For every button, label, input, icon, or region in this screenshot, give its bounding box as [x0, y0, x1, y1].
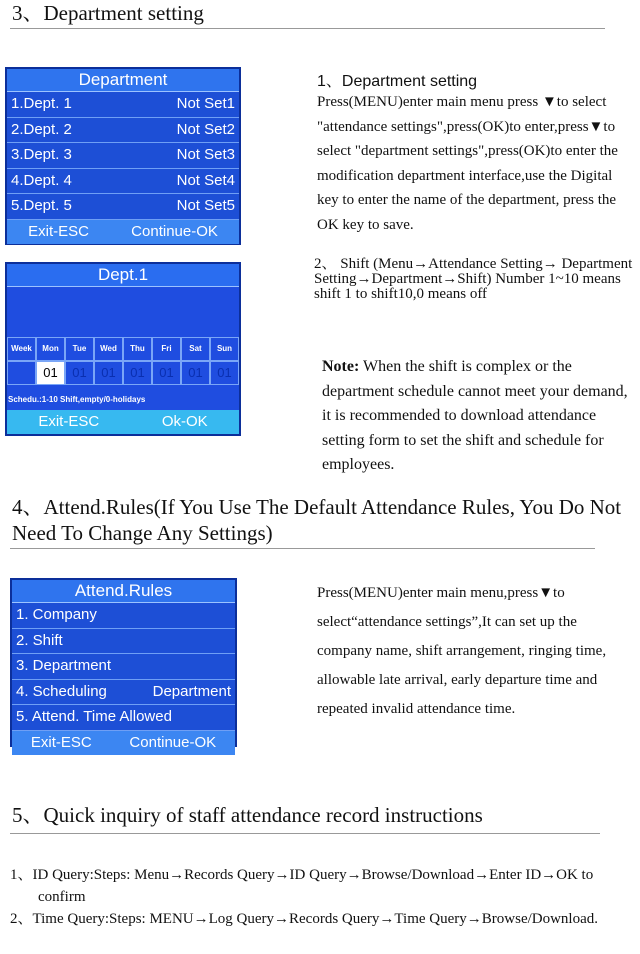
- day-header: Thu: [123, 337, 152, 361]
- list-item: 2、Time Query:Steps: MENU→Log Query→Records Query→Time Query→Browse/Download.: [10, 911, 599, 927]
- attend-rules-panel: [10, 578, 237, 751]
- shift-cell[interactable]: 01: [210, 361, 239, 385]
- ok-label: Ok-OK: [161, 413, 208, 430]
- menu-row[interactable]: [12, 603, 235, 629]
- day-header: Tue: [65, 337, 94, 361]
- divider: [10, 548, 595, 549]
- menu-row[interactable]: [7, 92, 239, 118]
- shift-cell[interactable]: 01: [65, 361, 94, 385]
- panel-title: Department: [7, 69, 239, 92]
- shift-cell[interactable]: 01: [152, 361, 181, 385]
- row-label: 4. Scheduling: [16, 682, 107, 700]
- dept-setting-heading: 1、Department setting: [317, 73, 478, 90]
- dept1-panel: [5, 262, 241, 436]
- menu-row[interactable]: [12, 654, 235, 680]
- row-value: Not Set4: [176, 171, 235, 189]
- day-header: Fri: [152, 337, 181, 361]
- day-header: Sun: [210, 337, 239, 361]
- panel-title: Dept.1: [7, 264, 239, 287]
- menu-row[interactable]: [12, 680, 235, 706]
- menu-row[interactable]: [12, 629, 235, 655]
- shift-cell[interactable]: 01: [94, 361, 123, 385]
- attend-rules-text: Press(MENU)enter main menu,press▼to select“attendance settings”,It can set up the company name, shift arrangement, ringing time, allowable late arrival, early departure time and repeated invalid attendance time.: [317, 585, 607, 717]
- menu-row[interactable]: [7, 143, 239, 169]
- divider: [10, 28, 605, 29]
- row-value: Not Set5: [176, 197, 235, 214]
- shift-text: 2、 Shift (Menu→Attendance Setting→ Department Setting→Department→Shift) Number 1~10 means shift 1 to shift10,0 means off: [314, 256, 633, 302]
- section-3-title: 3、Department setting: [12, 1, 204, 25]
- day-header: Sat: [181, 337, 210, 361]
- row-value: Not Set3: [176, 146, 235, 163]
- section-5-title: 5、Quick inquiry of staff attendance record instructions: [12, 803, 483, 827]
- shift-cell[interactable]: 01: [181, 361, 210, 385]
- day-header: Wed: [94, 337, 123, 361]
- exit-esc-label: Exit-ESC: [38, 413, 100, 430]
- day-header: Mon: [36, 337, 65, 361]
- row-value: Department: [152, 682, 231, 700]
- row-label: 3. Department: [16, 657, 112, 674]
- dept-setting-body: Press(MENU)enter main menu press ▼to select "attendance settings",press(OK)to enter,press▼to select "department settings",press(OK)to enter the modification department interface,use the Digital key to enter the name of the department, press the OK key to save.: [317, 94, 618, 233]
- exit-esc-label: Exit-ESC: [28, 222, 89, 240]
- query-list: [10, 864, 630, 930]
- schedule-hint: Schedu.:1-10 Shift,empty/0-holidays: [8, 395, 146, 404]
- menu-row[interactable]: [7, 169, 239, 195]
- menu-row[interactable]: [7, 194, 239, 220]
- menu-row[interactable]: [7, 118, 239, 144]
- exit-esc-label: Exit-ESC: [30, 733, 92, 751]
- row-label: 3.Dept. 3: [11, 146, 72, 163]
- panel-title: Attend.Rules: [12, 580, 235, 603]
- week-blank: [7, 361, 36, 385]
- row-value: Not Set1: [176, 95, 235, 112]
- continue-ok-label: Continue-OK: [129, 733, 217, 751]
- menu-row[interactable]: [12, 705, 235, 731]
- row-value: Not Set2: [176, 120, 235, 138]
- department-panel: [5, 67, 241, 245]
- day-header: Week: [7, 337, 36, 361]
- row-label: 5.Dept. 5: [11, 197, 72, 214]
- divider: [10, 833, 600, 834]
- shift-cell[interactable]: 01: [36, 361, 65, 385]
- row-label: 5. Attend. Time Allowed: [16, 708, 172, 725]
- row-label: 1. Company: [16, 606, 97, 623]
- note-label: Note:: [322, 358, 360, 375]
- row-label: 1.Dept. 1: [11, 95, 72, 112]
- row-label: 2.Dept. 2: [11, 120, 72, 138]
- note-body: When the shift is complex or the department schedule cannot meet your demand, it is recommended to download attendance setting form to set the shift and schedule for employees.: [322, 358, 628, 473]
- shift-cell[interactable]: 01: [123, 361, 152, 385]
- list-item: 1、ID Query:Steps: Menu→Records Query→ID Query→Browse/Download→Enter ID→OK to confirm: [10, 867, 594, 905]
- continue-ok-label: Continue-OK: [131, 222, 218, 240]
- section-4-title: 4、Attend.Rules(If You Use The Default Attendance Rules, You Do Not Need To Change Any Settings): [12, 495, 622, 545]
- note-text: [322, 355, 640, 478]
- row-label: 4.Dept. 4: [11, 171, 72, 189]
- row-label: 2. Shift: [16, 631, 63, 649]
